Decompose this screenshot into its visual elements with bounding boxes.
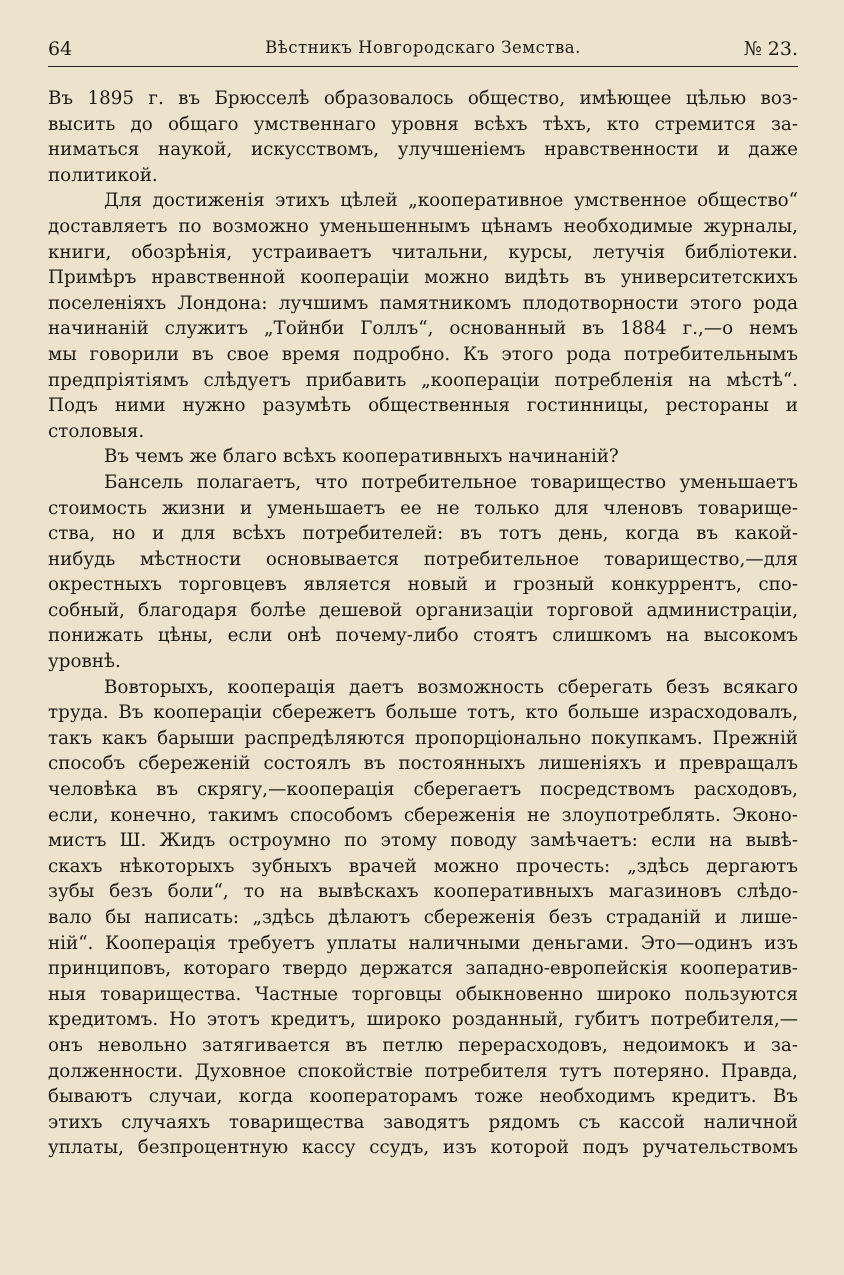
text-line: Въ чемъ же благо всѣхъ кооперативныхъ начинаній? bbox=[104, 446, 619, 468]
text-line: кредитомъ. Но этотъ кредитъ, широко розданный, губитъ потребителя,— bbox=[48, 1009, 798, 1031]
text-line: вало бы написать: „здѣсь дѣлаютъ сбереженія безъ страданій и лише- bbox=[48, 907, 798, 928]
text-line: Въ 1895 г. въ Брюсселѣ образовалось общество, имѣющее цѣлью воз- bbox=[48, 88, 798, 109]
text-line: труда. Въ коопераціи сбережетъ больше тотъ, кто больше израсходовалъ, bbox=[48, 702, 798, 724]
text-line: мы говорили въ свое время подробно. Къ этого рода потребительнымъ bbox=[48, 343, 798, 365]
text-line: такъ какъ барыши распредѣляются пропорціонально покупкамъ. Прежній bbox=[48, 727, 798, 749]
text-line: Бансель полагаетъ, что потребительное товарищество уменьшаетъ bbox=[104, 471, 798, 493]
text-line: начинаній служитъ „Тойнби Голлъ“, основанный въ 1884 г.,—о немъ bbox=[48, 318, 798, 340]
text-line: Для достиженія этихъ цѣлей „кооперативное умственное общество“ bbox=[104, 190, 798, 212]
text-line: бываютъ случаи, когда кооператорамъ тоже необходимъ кредитъ. Въ bbox=[48, 1086, 798, 1108]
issue-number: № 23. bbox=[743, 38, 798, 60]
text-line: уплаты, безпроцентную кассу ссудъ, изъ которой подъ ручательствомъ bbox=[48, 1137, 798, 1159]
text-line: ныя товарищества. Частные торговцы обыкновенно широко пользуются bbox=[48, 983, 798, 1005]
text-line: доставляетъ по возможно уменьшеннымъ цѣнамъ необходимые журналы, bbox=[48, 215, 798, 237]
text-line: мистъ Ш. Жидъ остроумно по этому поводу замѣчаетъ: если на вывѣ- bbox=[48, 830, 798, 852]
text-line: скахъ нѣкоторыхъ зубныхъ врачей можно прочесть: „здѣсь дергаютъ bbox=[48, 855, 798, 877]
text-line: Подъ ними нужно разумѣть общественныя гостинницы, рестораны и bbox=[48, 395, 798, 417]
running-header bbox=[48, 36, 798, 67]
text-line: окрестныхъ торговцевъ является новый и грозный конкуррентъ, спо- bbox=[48, 574, 798, 596]
text-line: уровнѣ. bbox=[48, 651, 121, 673]
text-line: политикой. bbox=[48, 164, 158, 186]
text-line: поселеніяхъ Лондона: лучшимъ памятникомъ плодотворности этого рода bbox=[48, 292, 798, 314]
text-line: Примѣръ нравственной коопераціи можно видѣть въ университетскихъ bbox=[48, 267, 798, 289]
body-text bbox=[48, 86, 798, 1161]
text-line: этихъ случаяхъ товарищества заводятъ рядомъ съ кассой наличной bbox=[48, 1111, 798, 1133]
text-line: нибудь мѣстности основывается потребительное товарищество,—для bbox=[48, 548, 798, 570]
text-line: онъ невольно затягивается въ петлю перерасходовъ, недоимокъ и за- bbox=[48, 1034, 798, 1056]
text-line: зубы безъ боли“, то на вывѣскахъ кооперативныхъ магазиновъ слѣдо- bbox=[48, 881, 798, 903]
text-line: стоимость жизни и уменьшаетъ ее не только для членовъ товарище- bbox=[48, 497, 798, 519]
text-line: понижать цѣны, если онѣ почему-либо стоятъ слишкомъ на высокомъ bbox=[48, 625, 798, 647]
text-line: высить до общаго умственнаго уровня всѣхъ тѣхъ, кто стремится за- bbox=[48, 113, 798, 135]
text-line: долженности. Духовное спокойствіе потребителя тутъ потеряно. Правда, bbox=[48, 1060, 798, 1082]
text-line: если, конечно, такимъ способомъ сбереженія не злоупотреблять. Эконо- bbox=[48, 804, 798, 826]
text-line: человѣка въ скрягу,—кооперація сберегаетъ посредствомъ расходовъ, bbox=[48, 779, 798, 801]
text-line: предпріятіямъ слѣдуетъ прибавить „коопераціи потребленія на мѣстѣ“. bbox=[48, 369, 798, 391]
text-line: Вовторыхъ, кооперація даетъ возможность сберегать безъ всякаго bbox=[104, 676, 798, 698]
journal-title: Вѣстникъ Новгородскаго Земства. bbox=[265, 38, 581, 57]
text-line: принциповъ, котораго твердо держатся западно-европейскія кооператив- bbox=[48, 958, 798, 980]
text-line: столовыя. bbox=[48, 420, 145, 442]
text-line: ниматься наукой, искусствомъ, улучшеніемъ нравственности и даже bbox=[48, 139, 798, 161]
page-number: 64 bbox=[48, 38, 73, 60]
text-line: книги, обозрѣнія, устраиваетъ читальни, курсы, летучія библіотеки. bbox=[48, 241, 798, 263]
text-line: ства, но и для всѣхъ потребителей: въ тотъ день, когда въ какой- bbox=[48, 523, 798, 545]
text-line: ній“. Кооперація требуетъ уплаты наличными деньгами. Это—одинъ изъ bbox=[48, 932, 798, 954]
text-line: способъ сбереженій состоялъ въ постоянныхъ лишеніяхъ и превращалъ bbox=[48, 753, 798, 775]
text-line: собный, благодаря болѣе дешевой организаціи торговой администраціи, bbox=[48, 599, 798, 621]
